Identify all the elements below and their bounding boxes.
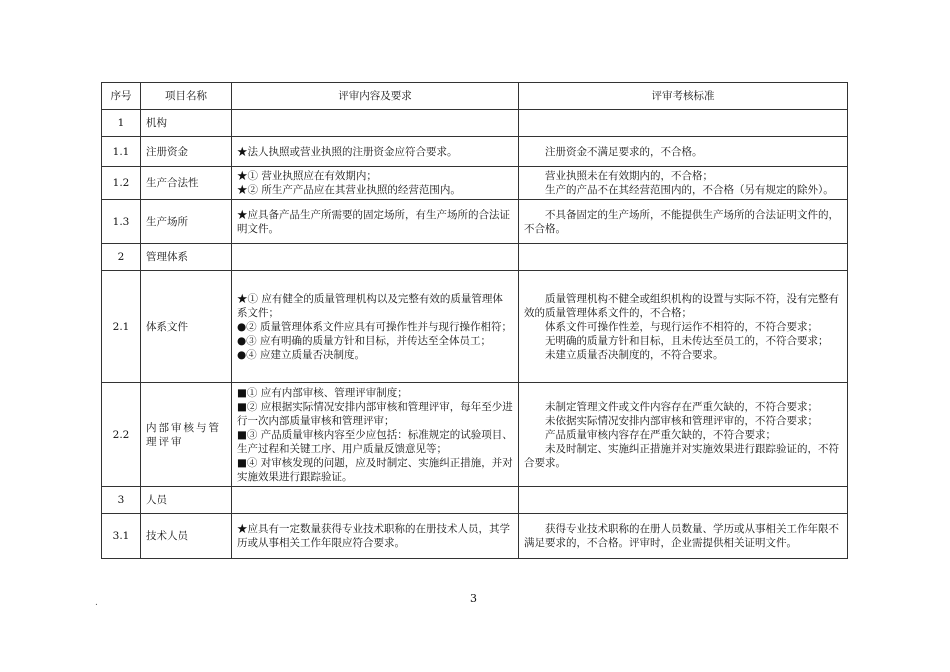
assessment-standard xyxy=(519,167,848,200)
row-number: 3 xyxy=(102,487,141,514)
standard-line: 质量管理机构不健全或组织机构的设置与实际不符，没有完整有效的质量管理体系文件的，不合格； xyxy=(524,292,839,319)
table-row xyxy=(102,514,848,559)
review-content xyxy=(232,137,519,167)
item-name: 管理体系 xyxy=(141,244,232,271)
standard-line: 未制定管理文件或文件内容存在严重欠缺的，不符合要求； xyxy=(545,400,818,413)
table-row xyxy=(102,244,848,271)
standard-line: 营业执照未在有效期内的，不合格； xyxy=(545,170,713,182)
table-row xyxy=(102,271,848,383)
content-line: ■② 应根据实际情况安排内部审核和管理评审，每年至少进行一次内部质量审核和管理评审； xyxy=(237,400,513,427)
row-number: 2.2 xyxy=(102,383,141,487)
row-number: 1 xyxy=(102,110,141,137)
standard-line: 体系文件可操作性差，与现行运作不相符的，不符合要求； xyxy=(545,320,818,333)
item-name: 机构 xyxy=(141,110,232,137)
review-content xyxy=(232,514,519,559)
content-line: ■③ 产品质量审核内容至少应包括：标准规定的试验项目、生产过程和关键工序、用户质量反馈意见等； xyxy=(237,428,513,455)
review-content xyxy=(232,200,519,244)
table-body xyxy=(102,83,848,559)
content-line: ★应具有一定数量获得专业技术职称的在册技术人员，其学历或从事相关工作年限应符合要求。 xyxy=(237,523,510,549)
table-row xyxy=(102,487,848,514)
assessment-standard xyxy=(519,383,848,487)
table-row xyxy=(102,167,848,200)
row-number: 2.1 xyxy=(102,271,141,383)
table-row xyxy=(102,110,848,137)
assessment-standard xyxy=(519,514,848,559)
review-content xyxy=(232,487,519,514)
evaluation-table xyxy=(101,82,848,559)
content-line: ●④ 应建立质量否决制度。 xyxy=(237,348,365,361)
content-line: ●② 质量管理体系文件应具有可操作性并与现行操作相符； xyxy=(237,320,512,333)
standard-line: 未依据实际情况安排内部审核和管理评审的，不符合要求； xyxy=(545,414,818,427)
review-content xyxy=(232,383,519,487)
assessment-standard xyxy=(519,110,848,137)
item-name: 生产场所 xyxy=(141,200,232,244)
item-name: 注册资金 xyxy=(141,137,232,167)
review-content xyxy=(232,110,519,137)
content-line: ●③ 应有明确的质量方针和目标，并传达至全体员工； xyxy=(237,334,491,347)
content-line: ★② 所生产产品应在其营业执照的经营范围内。 xyxy=(237,184,461,196)
standard-line: 生产的产品不在其经营范围内的，不合格（另有规定的除外）。 xyxy=(545,184,834,196)
standard-line: 产品质量审核内容存在严重欠缺的，不符合要求； xyxy=(545,428,776,441)
item-name: 体系文件 xyxy=(141,271,232,383)
standard-line: 不具备固定的生产场所，不能提供生产场所的合法证明文件的，不合格。 xyxy=(524,208,839,235)
content-line: ■① 应有内部审核、管理评审制度； xyxy=(237,386,408,399)
standard-line: 未建立质量否决制度的，不符合要求。 xyxy=(545,348,724,361)
table-row xyxy=(102,383,848,487)
content-line: ★① 应有健全的质量管理机构以及完整有效的质量管理体系文件； xyxy=(237,292,503,319)
row-number: 3.1 xyxy=(102,514,141,559)
standard-line: 未及时制定、实施纠正措施并对实施效果进行跟踪验证的，不符合要求。 xyxy=(524,442,839,469)
content-line: ★① 营业执照应在有效期内； xyxy=(237,170,377,182)
row-number: 1.1 xyxy=(102,137,141,167)
page-mark: . xyxy=(95,598,98,608)
item-name: 人员 xyxy=(141,487,232,514)
table-row xyxy=(102,200,848,244)
review-content xyxy=(232,167,519,200)
content-line: ★应具备产品生产所需要的固定场所，有生产场所的合法证明文件。 xyxy=(237,208,510,235)
content-line: ★法人执照或营业执照的注册资金应符合要求。 xyxy=(237,145,458,158)
row-number: 1.3 xyxy=(102,200,141,244)
header-content: 评审内容及要求 xyxy=(232,83,519,110)
page-number: 3 xyxy=(470,592,477,605)
assessment-standard xyxy=(519,244,848,271)
assessment-standard xyxy=(519,487,848,514)
header-item-name: 项目名称 xyxy=(141,83,232,110)
content-line: ■④ 对审核发现的问题，应及时制定、实施纠正措施，并对实施效果进行跟踪验证。 xyxy=(237,456,513,483)
standard-line: 无明确的质量方针和目标，且未传达至员工的，不符合要求； xyxy=(545,334,829,347)
header-no: 序号 xyxy=(102,83,141,110)
table-row xyxy=(102,137,848,167)
row-number: 2 xyxy=(102,244,141,271)
item-name: 内部审核与管理评审 xyxy=(141,383,232,487)
standard-line: 获得专业技术职称的在册人员数量、学历或从事相关工作年限不满足要求的，不合格。评审时，企业需提供相关证明文件。 xyxy=(524,523,839,549)
header-standard: 评审考核标准 xyxy=(519,83,848,110)
header-row xyxy=(102,83,848,110)
assessment-standard xyxy=(519,200,848,244)
standard-line: 注册资金不满足要求的，不合格。 xyxy=(545,145,703,158)
row-number: 1.2 xyxy=(102,167,141,200)
item-name: 技术人员 xyxy=(141,514,232,559)
review-content xyxy=(232,244,519,271)
item-name: 生产合法性 xyxy=(141,167,232,200)
review-content xyxy=(232,271,519,383)
assessment-standard xyxy=(519,137,848,167)
assessment-standard xyxy=(519,271,848,383)
